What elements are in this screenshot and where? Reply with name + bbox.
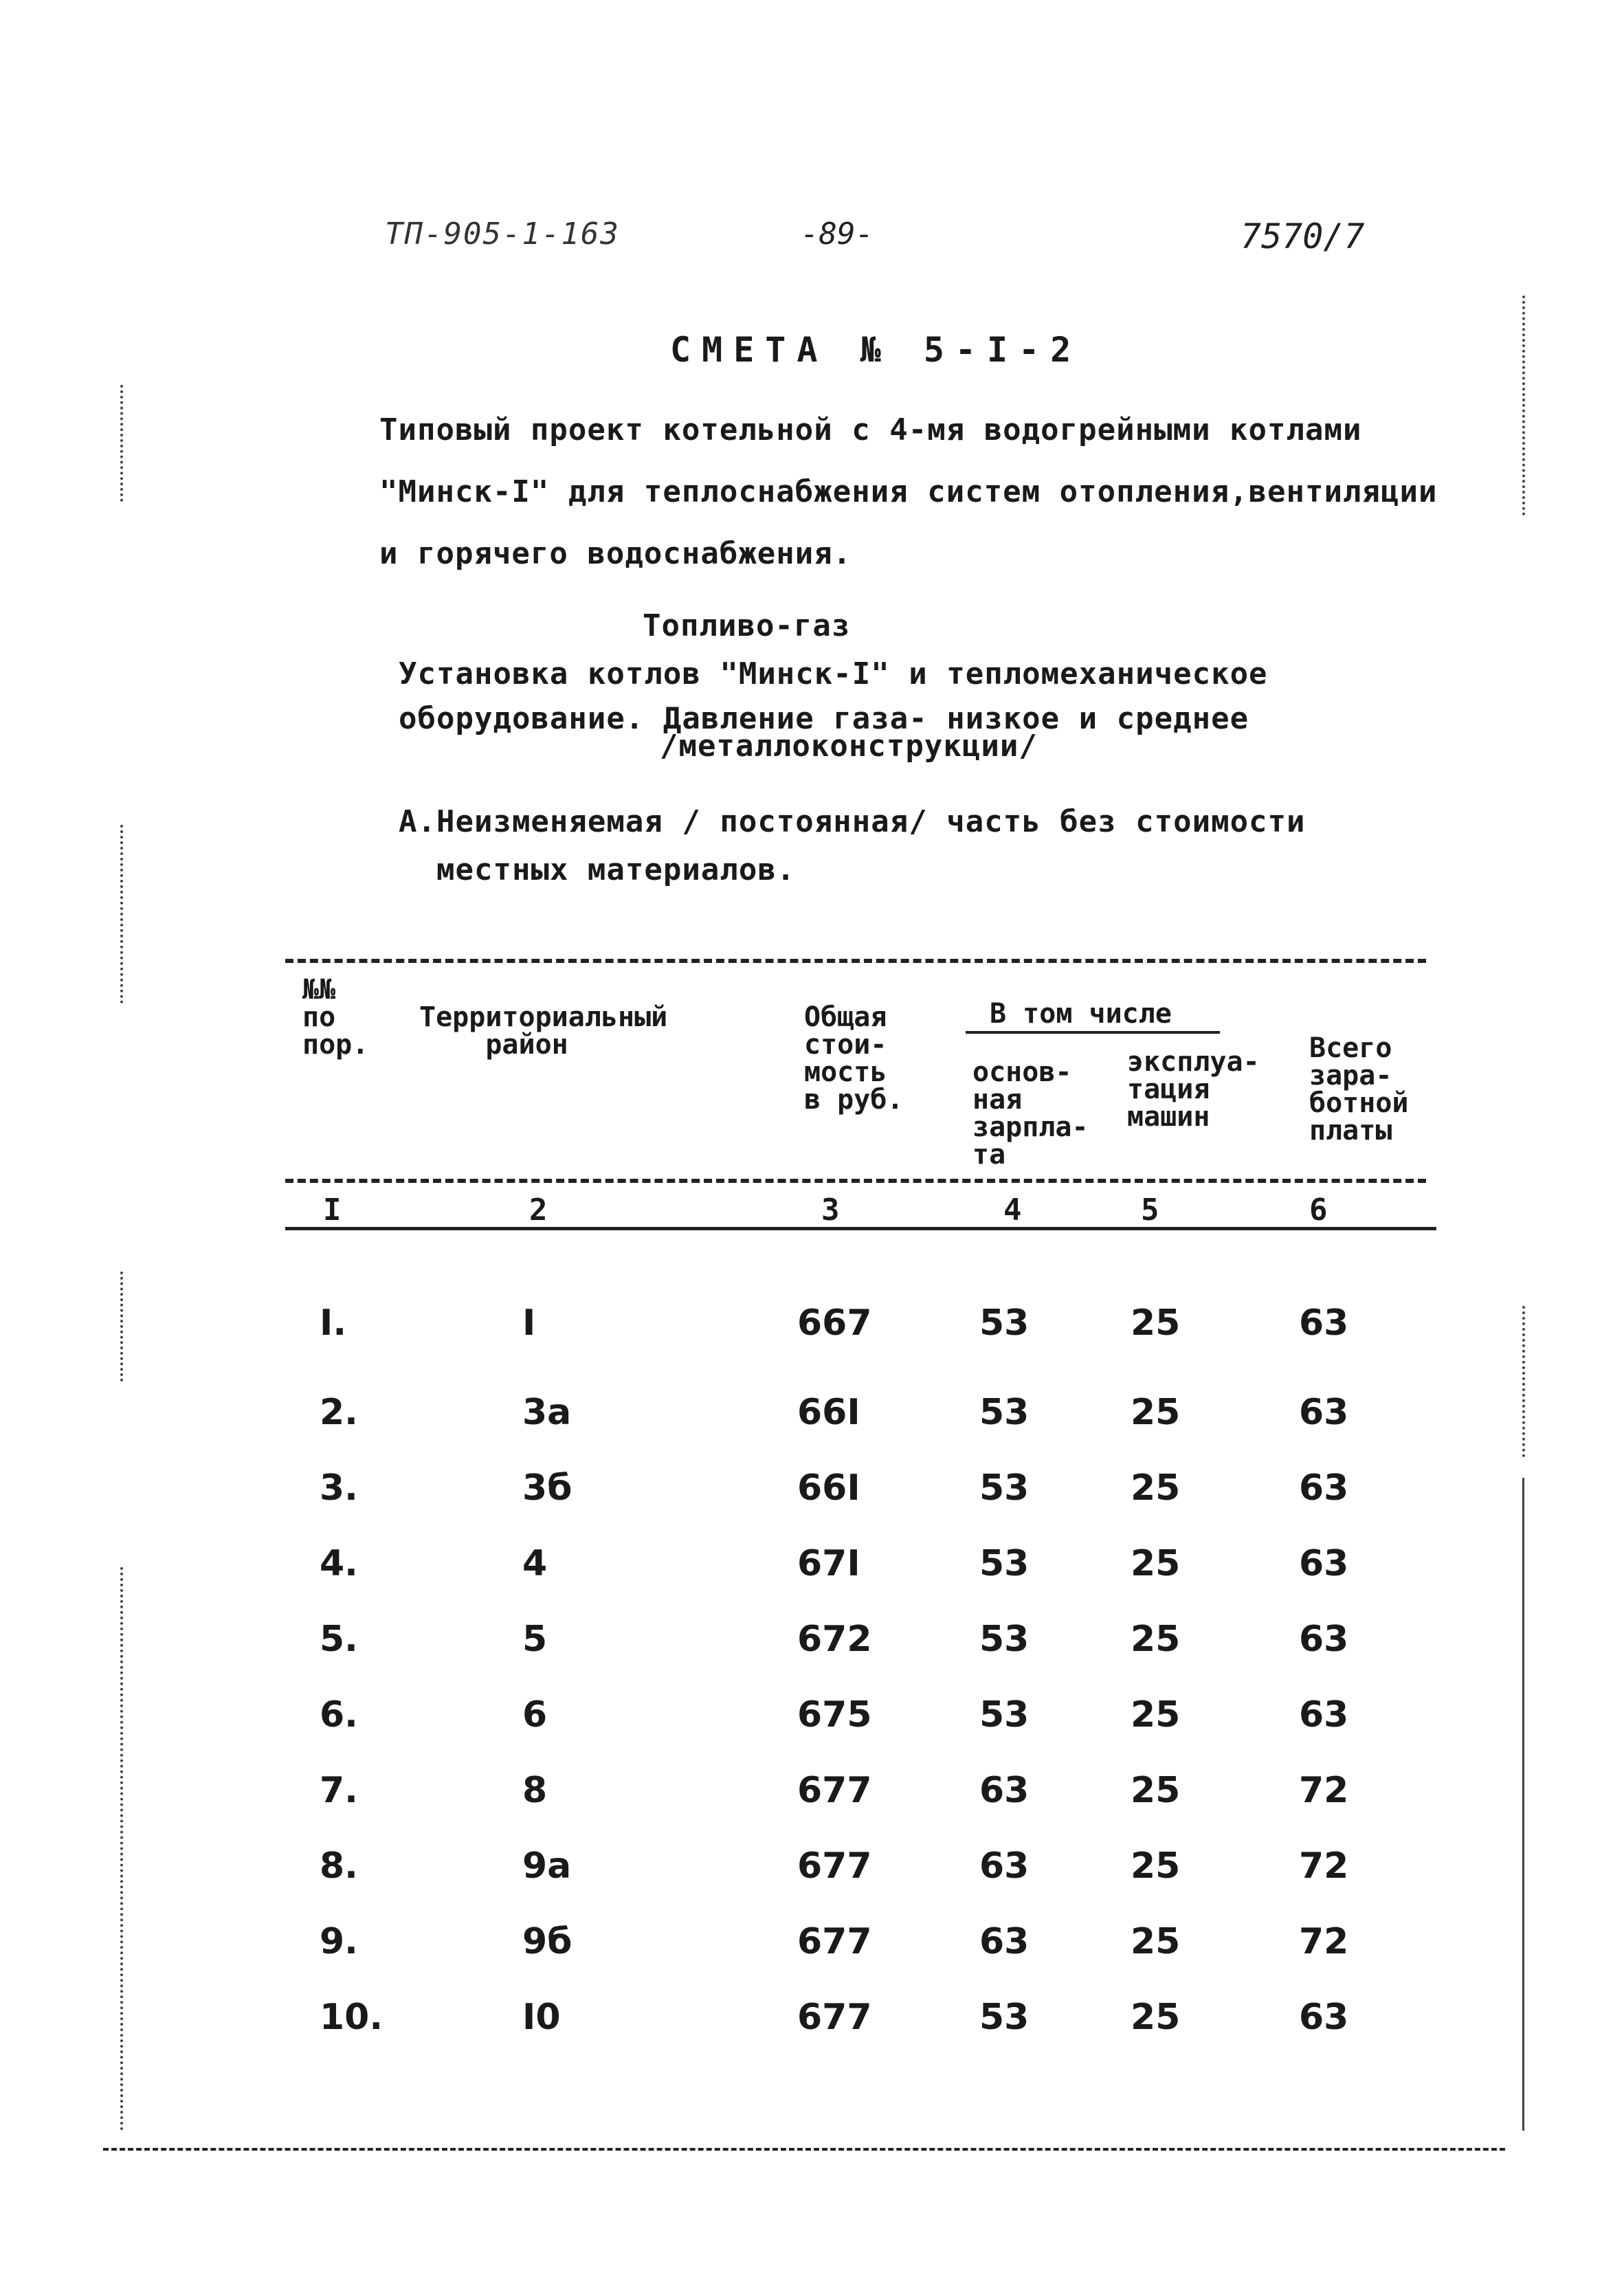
including-underline [966, 1031, 1220, 1034]
fuel-type: Топливо-газ [643, 608, 851, 643]
row-number: I. [320, 1302, 347, 1344]
header-including: В том числе [990, 998, 1172, 1030]
row-wages: 53 [979, 1392, 1030, 1433]
header-machines: эксплуа- тация машин [1127, 1046, 1260, 1133]
row-number: 10. [320, 1997, 383, 2038]
row-total-cost: 66I [797, 1392, 860, 1433]
row-total-cost: 67I [797, 1543, 860, 1584]
row-number: 7. [320, 1770, 358, 1811]
header-district: Территориальный район [419, 1001, 668, 1061]
row-machines: 25 [1131, 1619, 1181, 1660]
row-machines: 25 [1131, 1302, 1181, 1344]
row-total-wages: 63 [1299, 1302, 1349, 1344]
column-number-2: 2 [529, 1193, 548, 1228]
row-machines: 25 [1131, 1770, 1181, 1811]
margin-mark [1522, 296, 1525, 515]
header-num: №№ по пор. [302, 974, 369, 1061]
row-total-wages: 63 [1299, 1694, 1349, 1736]
row-total-wages: 63 [1299, 1543, 1349, 1584]
row-wages: 53 [979, 1543, 1030, 1584]
row-total-wages: 63 [1299, 1997, 1349, 2038]
header-total-cost: Общая стои- мость в руб. [804, 1001, 904, 1116]
row-number: 6. [320, 1694, 358, 1736]
page-title: СМЕТА № 5-I-2 [670, 330, 1082, 370]
row-district: I [522, 1302, 536, 1344]
row-number: 9. [320, 1921, 358, 1962]
column-number-4: 4 [1003, 1193, 1022, 1228]
row-district: 9а [522, 1845, 572, 1887]
row-number: 2. [320, 1392, 358, 1433]
row-total-wages: 72 [1299, 1921, 1349, 1962]
column-number-6: 6 [1309, 1193, 1328, 1228]
row-total-cost: 677 [797, 1770, 872, 1811]
page-number: -89- [801, 217, 874, 252]
bottom-rule [103, 2148, 1505, 2151]
header-bottom-rule [285, 1179, 1426, 1183]
row-wages: 53 [979, 1619, 1030, 1660]
row-machines: 25 [1131, 1694, 1181, 1736]
row-total-cost: 675 [797, 1694, 872, 1736]
row-wages: 63 [979, 1770, 1030, 1811]
row-total-cost: 677 [797, 1921, 872, 1962]
row-wages: 53 [979, 1467, 1030, 1509]
row-machines: 25 [1131, 1845, 1181, 1887]
row-number: 3. [320, 1467, 358, 1509]
row-district: 3а [522, 1392, 572, 1433]
row-wages: 63 [979, 1845, 1030, 1887]
row-total-wages: 72 [1299, 1770, 1349, 1811]
margin-mark [120, 385, 123, 502]
intro-line-1: Типовый проект котельной с 4-мя водогрейными котлами [379, 412, 1362, 447]
row-total-wages: 63 [1299, 1392, 1349, 1433]
row-total-cost: 677 [797, 1997, 872, 2038]
column-number-rule [285, 1227, 1436, 1230]
row-district: 6 [522, 1694, 548, 1736]
header-wages: основ- ная зарпла- та [972, 1056, 1089, 1171]
row-wages: 53 [979, 1694, 1030, 1736]
row-wages: 53 [979, 1302, 1030, 1344]
row-total-cost: 672 [797, 1619, 872, 1660]
header-total-wages: Всего зара- ботной платы [1309, 1032, 1409, 1146]
row-machines: 25 [1131, 1921, 1181, 1962]
row-district: I0 [522, 1997, 561, 2038]
margin-mark [120, 825, 123, 1004]
row-machines: 25 [1131, 1467, 1181, 1509]
row-machines: 25 [1131, 1997, 1181, 2038]
row-total-cost: 667 [797, 1302, 872, 1344]
subtitle-line-3: /металлоконструкции/ [660, 729, 1038, 764]
column-number-1: I [323, 1193, 342, 1228]
table-top-rule [285, 959, 1426, 963]
row-number: 8. [320, 1845, 358, 1887]
row-wages: 53 [979, 1997, 1030, 2038]
section-line-1: А.Неизменяемая / постоянная/ часть без стоимости [399, 804, 1306, 839]
subtitle-line-2: оборудование. Давление газа- низкое и среднее [399, 701, 1249, 736]
row-number: 4. [320, 1543, 358, 1584]
row-machines: 25 [1131, 1543, 1181, 1584]
row-total-wages: 72 [1299, 1845, 1349, 1887]
row-number: 5. [320, 1619, 358, 1660]
sheet-reference: 7570/7 [1241, 217, 1365, 256]
row-machines: 25 [1131, 1392, 1181, 1433]
intro-line-2: "Минск-I" для теплоснабжения систем отопления,вентиляции [379, 474, 1438, 509]
margin-mark [1522, 1478, 1524, 2131]
column-number-5: 5 [1141, 1193, 1159, 1228]
row-district: 4 [522, 1543, 548, 1584]
intro-line-3: и горячего водоснабжения. [379, 536, 852, 571]
subtitle-line-1: Установка котлов "Минск-I" и тепломеханическое [399, 656, 1268, 691]
row-total-wages: 63 [1299, 1467, 1349, 1509]
margin-mark [120, 1567, 123, 2131]
row-district: 3б [522, 1467, 572, 1509]
margin-mark [1522, 1306, 1525, 1457]
document-code: ТП-905-1-163 [385, 217, 620, 252]
margin-mark [120, 1272, 123, 1382]
row-district: 5 [522, 1619, 548, 1660]
row-total-cost: 66I [797, 1467, 860, 1509]
row-total-cost: 677 [797, 1845, 872, 1887]
row-total-wages: 63 [1299, 1619, 1349, 1660]
section-line-2: местных материалов. [436, 852, 796, 887]
row-district: 8 [522, 1770, 548, 1811]
row-wages: 63 [979, 1921, 1030, 1962]
row-district: 9б [522, 1921, 572, 1962]
column-number-3: 3 [821, 1193, 840, 1228]
